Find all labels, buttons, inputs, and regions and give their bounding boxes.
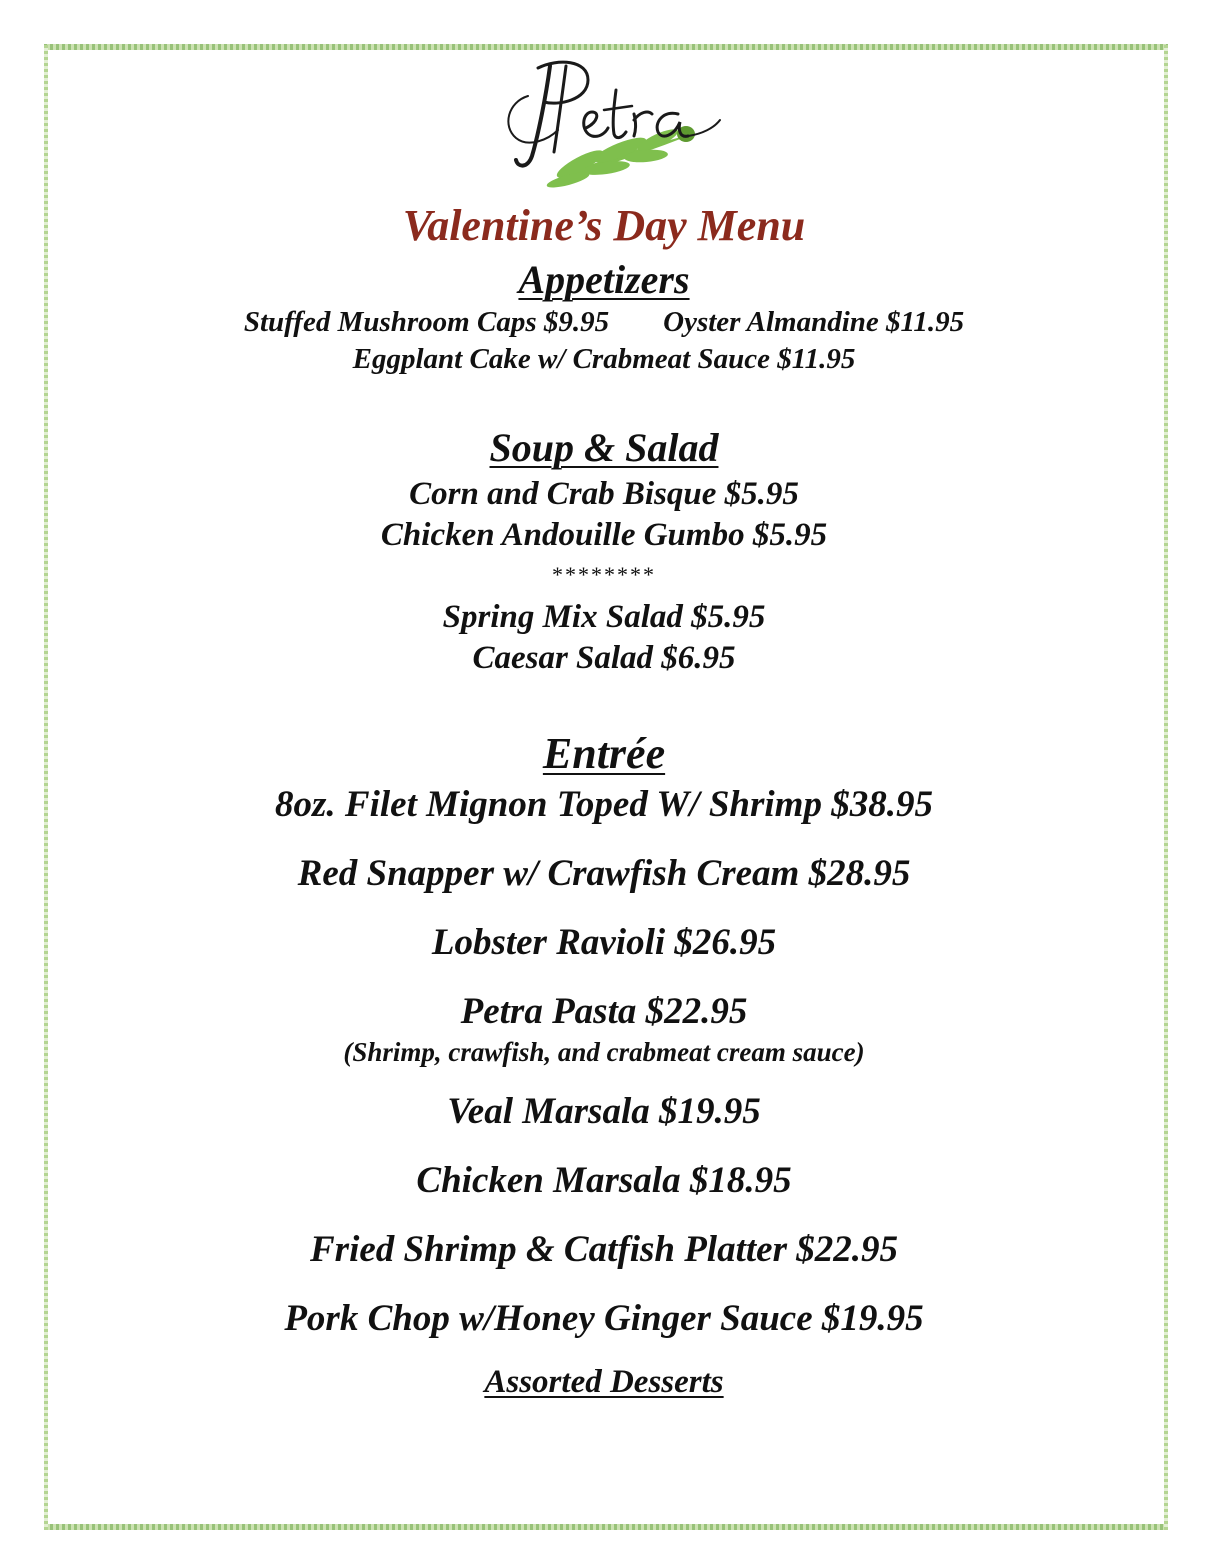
- entree-item: Petra Pasta $22.95: [460, 991, 748, 1032]
- appetizers-row-1: [0, 306, 1208, 339]
- salad-item: Spring Mix Salad $5.95: [442, 599, 766, 635]
- desserts-label: Assorted Desserts: [484, 1364, 724, 1400]
- salad-item: Caesar Salad $6.95: [472, 640, 736, 676]
- entree-item: Red Snapper w/ Crawfish Cream $28.95: [297, 853, 911, 894]
- soup-salad-heading: Soup & Salad: [489, 425, 719, 470]
- appetizer-item: Eggplant Cake w/ Crabmeat Sauce $11.95: [352, 343, 856, 375]
- entree-item: Fried Shrimp & Catfish Platter $22.95: [310, 1229, 898, 1270]
- entree-item: 8oz. Filet Mignon Toped W/ Shrimp $38.95: [275, 784, 933, 825]
- soup-item: Corn and Crab Bisque $5.95: [409, 476, 799, 512]
- entree-heading: Entrée: [542, 729, 666, 778]
- petra-logo: [488, 56, 738, 196]
- appetizer-item: Oyster Almandine $11.95: [663, 306, 965, 338]
- bottom-border: [44, 1524, 1168, 1530]
- appetizers-heading: Appetizers: [518, 257, 690, 302]
- entree-item: Chicken Marsala $18.95: [416, 1160, 792, 1201]
- soup-item: Chicken Andouille Gumbo $5.95: [380, 517, 828, 553]
- top-border: [44, 44, 1168, 50]
- entree-item: Lobster Ravioli $26.95: [431, 922, 777, 963]
- entree-item: Pork Chop w/Honey Ginger Sauce $19.95: [284, 1298, 924, 1339]
- appetizer-item: Stuffed Mushroom Caps $9.95: [243, 306, 610, 338]
- separator-stars: ********: [552, 562, 656, 587]
- entree-item: Veal Marsala $19.95: [447, 1091, 761, 1132]
- menu-title: Valentine’s Day Menu: [402, 201, 806, 250]
- pasta-note: (Shrimp, crawfish, and crabmeat cream sauce): [343, 1037, 865, 1067]
